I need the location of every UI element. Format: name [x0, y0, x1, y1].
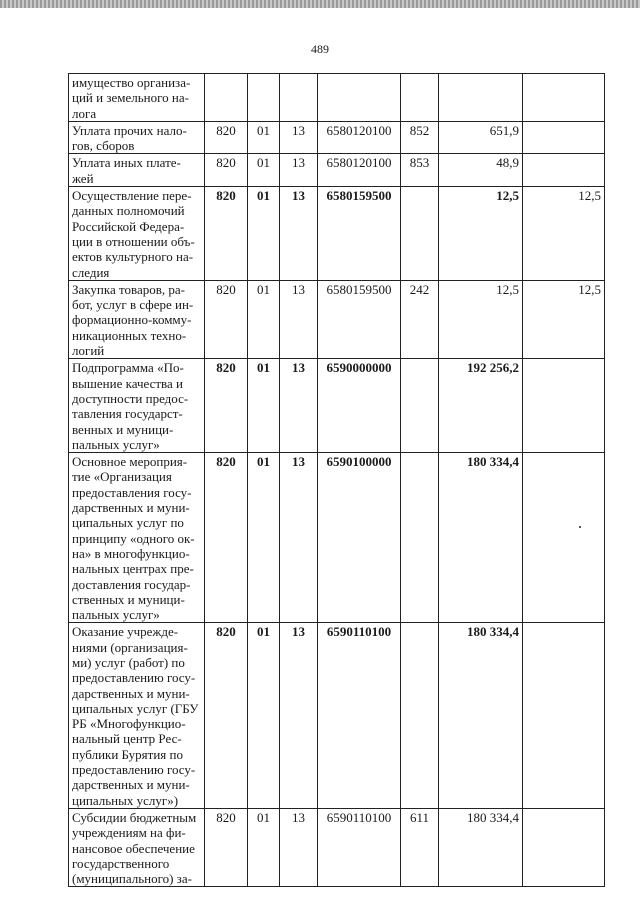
ved-code-cell: 820 — [205, 359, 248, 453]
ved-code-cell: 820 — [205, 623, 248, 809]
amount-federal-cell — [523, 121, 605, 154]
ved-code-cell: 820 — [205, 280, 248, 358]
expense-type-code-cell — [401, 187, 439, 281]
row-name-cell: Субсидии бюджетным учреждениям на фи- нансовое обеспечение государственного (муниципального) за- — [69, 808, 205, 886]
section-code-cell: 01 — [248, 280, 280, 358]
amount-federal-cell — [523, 74, 605, 122]
ved-code-cell: 820 — [205, 154, 248, 187]
row-name-cell: Закупка товаров, ра- бот, услуг в сфере ин- формационно-комму- никационных техно- логий — [69, 280, 205, 358]
expense-type-code-cell — [401, 74, 439, 122]
section-code-cell: 01 — [248, 623, 280, 809]
section-code-cell: 01 — [248, 453, 280, 623]
target-article-code-cell: 6580159500 — [318, 187, 401, 281]
table-row — [69, 359, 605, 453]
subsection-code-cell: 13 — [280, 154, 318, 187]
subsection-code-cell: 13 — [280, 623, 318, 809]
amount-federal-cell: 12,5 — [523, 187, 605, 281]
expense-type-code-cell: 242 — [401, 280, 439, 358]
amount-cell: 180 334,4 — [439, 623, 523, 809]
amount-cell: 12,5 — [439, 280, 523, 358]
subsection-code-cell: 13 — [280, 808, 318, 886]
amount-federal-cell — [523, 808, 605, 886]
target-article-code-cell: 6590100000 — [318, 453, 401, 623]
target-article-code-cell: 6580159500 — [318, 280, 401, 358]
row-name-cell: Уплата иных плате- жей — [69, 154, 205, 187]
ved-code-cell: 820 — [205, 187, 248, 281]
amount-cell: 192 256,2 — [439, 359, 523, 453]
ved-code-cell: 820 — [205, 453, 248, 623]
amount-cell: 180 334,4 — [439, 453, 523, 623]
target-article-code-cell: 6590110100 — [318, 808, 401, 886]
expense-type-code-cell: 611 — [401, 808, 439, 886]
page-number: 489 — [311, 42, 329, 56]
row-name-cell: Уплата прочих нало- гов, сборов — [69, 121, 205, 154]
amount-cell: 180 334,4 — [439, 808, 523, 886]
scan-speck — [579, 526, 581, 528]
expense-type-code-cell: 853 — [401, 154, 439, 187]
target-article-code-cell — [318, 74, 401, 122]
subsection-code-cell: 13 — [280, 121, 318, 154]
ved-code-cell: 820 — [205, 121, 248, 154]
table-row — [69, 808, 605, 886]
table-row — [69, 280, 605, 358]
amount-cell — [439, 74, 523, 122]
amount-federal-cell — [523, 359, 605, 453]
target-article-code-cell: 6580120100 — [318, 121, 401, 154]
row-name-cell: Основное мероприя- тие «Организация предоставления госу- дарственных и муни- ципальных услуг по принципу «одного ок- на» в многофункцио- нальных центрах пре- доставления государ- ственных и муници- пальных услуг» — [69, 453, 205, 623]
table-row — [69, 623, 605, 809]
table-row — [69, 154, 605, 187]
target-article-code-cell: 6590110100 — [318, 623, 401, 809]
table-row — [69, 121, 605, 154]
ved-code-cell — [205, 74, 248, 122]
budget-table — [68, 73, 605, 887]
expense-type-code-cell — [401, 453, 439, 623]
amount-federal-cell — [523, 453, 605, 623]
row-name-cell: имущество организа- ций и земельного на- лога — [69, 74, 205, 122]
amount-cell: 12,5 — [439, 187, 523, 281]
row-name-cell: Осуществление пере- данных полномочий Российской Федера- ции в отношении объ- ектов культурного на- следия — [69, 187, 205, 281]
subsection-code-cell: 13 — [280, 280, 318, 358]
table-row — [69, 74, 605, 122]
amount-cell: 48,9 — [439, 154, 523, 187]
row-name-cell: Оказание учрежде- ниями (организация- ми) услуг (работ) по предоставлению госу- дарственных и муни- ципальных услуг (ГБУ РБ «Многофункцио- нальный центр Рес- публики Бурятия по предоставлению госу- дарственных и муни- ципальных услуг») — [69, 623, 205, 809]
amount-federal-cell — [523, 154, 605, 187]
amount-federal-cell — [523, 623, 605, 809]
expense-type-code-cell: 852 — [401, 121, 439, 154]
section-code-cell: 01 — [248, 359, 280, 453]
expense-type-code-cell — [401, 359, 439, 453]
target-article-code-cell: 6580120100 — [318, 154, 401, 187]
section-code-cell: 01 — [248, 121, 280, 154]
row-name-cell: Подпрограмма «По- вышение качества и доступности предос- тавления государст- венных и муници- пальных услуг» — [69, 359, 205, 453]
section-code-cell: 01 — [248, 808, 280, 886]
subsection-code-cell: 13 — [280, 187, 318, 281]
subsection-code-cell: 13 — [280, 453, 318, 623]
table-row — [69, 187, 605, 281]
section-code-cell: 01 — [248, 154, 280, 187]
table-row — [69, 453, 605, 623]
section-code-cell: 01 — [248, 187, 280, 281]
expense-type-code-cell — [401, 623, 439, 809]
subsection-code-cell: 13 — [280, 359, 318, 453]
ved-code-cell: 820 — [205, 808, 248, 886]
amount-federal-cell: 12,5 — [523, 280, 605, 358]
subsection-code-cell — [280, 74, 318, 122]
section-code-cell — [248, 74, 280, 122]
scan-edge — [0, 0, 640, 8]
amount-cell: 651,9 — [439, 121, 523, 154]
target-article-code-cell: 6590000000 — [318, 359, 401, 453]
